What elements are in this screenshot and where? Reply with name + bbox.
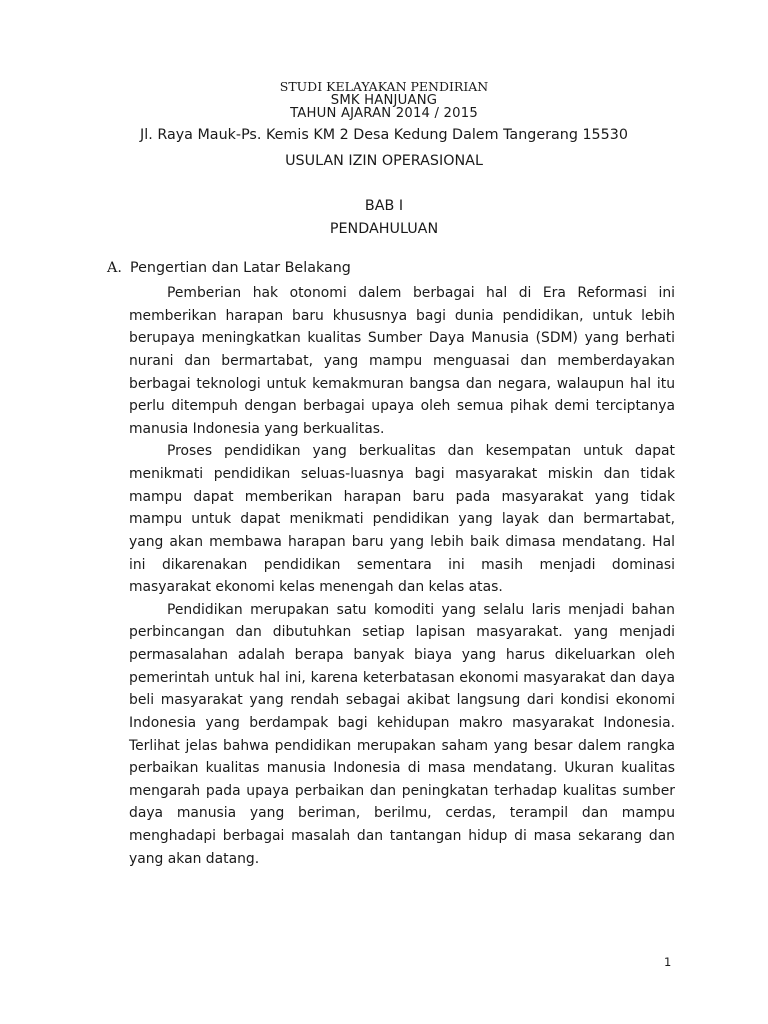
page-number: 1: [664, 955, 672, 969]
paragraph: Proses pendidikan yang berkualitas dan kesempatan untuk dapat menikmati pendidikan seluas-luasnya bagi masyarakat miskin dan tidak mampu dapat memberikan harapan baru pada masyarakat yang tidak mampu untuk dapat menikmati pendidikan yang layak dan bermartabat, yang akan membawa harapan baru yang lebih baik dimasa mendatang. Hal ini dikarenakan pendidikan sementara ini masih menjadi dominasi masyarakat ekonomi kelas menengah dan kelas atas.: [129, 443, 675, 596]
body-text: [129, 282, 675, 870]
school-address: Jl. Raya Mauk-Ps. Kemis KM 2 Desa Kedung Dalem Tangerang 15530: [140, 127, 628, 143]
school-name: SMK HANJUANG: [330, 93, 438, 108]
document-subtitle: USULAN IZIN OPERASIONAL: [285, 153, 483, 169]
chapter-title: PENDAHULUAN: [329, 221, 439, 237]
chapter-number: BAB I: [364, 198, 404, 214]
section-letter: A.: [107, 260, 122, 276]
section-title: Pengertian dan Latar Belakang: [130, 260, 351, 276]
document-title: STUDI KELAYAKAN PENDIRIAN: [279, 79, 489, 94]
paragraph: Pemberian hak otonomi dalem berbagai hal di Era Reformasi ini memberikan harapan baru khususnya bagi dunia pendidikan, untuk lebih berupaya meningkatkan kualitas Sumber Daya Manusia (SDM) yang berhati nurani dan bermartabat, yang mampu menguasai dan memberdayakan berbagai teknologi untuk kemakmuran bangsa dan negara, walaupun hal itu perlu ditempuh dengan berbagai upaya oleh semua pihak demi terciptanya manusia Indonesia yang berkualitas.: [129, 285, 675, 437]
paragraph: Pendidikan merupakan satu komoditi yang selalu laris menjadi bahan perbincangan dan dibutuhkan setiap lapisan masyarakat. yang menjadi permasalahan adalah berapa banyak biaya yang harus dikeluarkan oleh pemerintah untuk hal ini, karena keterbatasan ekonomi masyarakat dan daya beli masyarakat yang rendah sebagai akibat langsung dari kondisi ekonomi Indonesia yang berdampak bagi kehidupan makro masyarakat Indonesia. Terlihat jelas bahwa pendidikan merupakan saham yang besar dalem rangka perbaikan kualitas manusia Indonesia di masa mendatang. Ukuran kualitas mengarah pada upaya perbaikan dan peningkatan terhadap kualitas sumber daya manusia yang beriman, berilmu, cerdas, terampil dan mampu menghadapi berbagai masalah dan tantangan hidup di masa sekarang dan yang akan datang.: [129, 601, 675, 867]
academic-year: TAHUN AJARAN 2014 / 2015: [290, 106, 478, 121]
section-heading: [107, 260, 351, 276]
